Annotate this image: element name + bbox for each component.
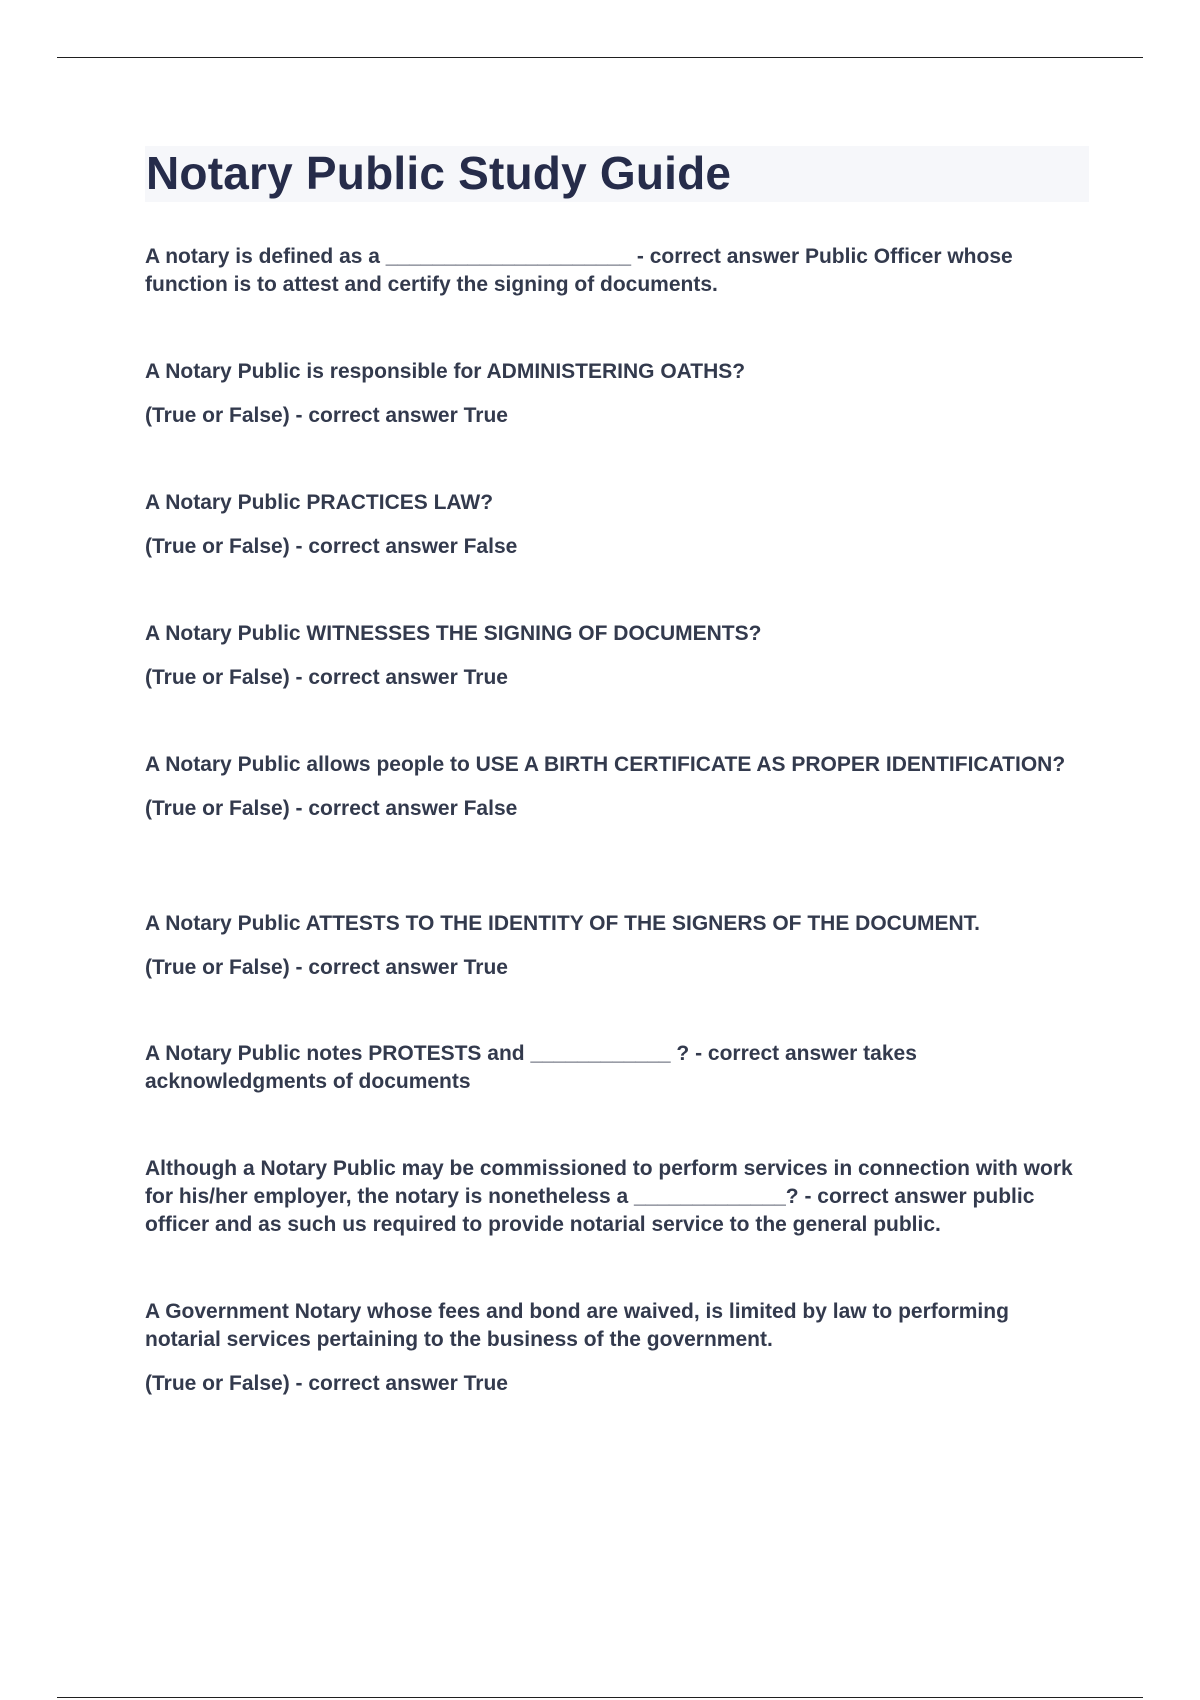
- page-title: Notary Public Study Guide: [146, 147, 732, 199]
- qa-item-2: [145, 358, 1090, 430]
- qa-item-6: [145, 910, 1090, 982]
- qa-item-3: [145, 489, 1090, 561]
- qa-item-1: [145, 243, 1090, 299]
- qa-item-7: [145, 1040, 1090, 1096]
- answer-text: (True or False) - correct answer True: [145, 404, 508, 427]
- question-text: Although a Notary Public may be commissioned to perform services in connection with work for his/her employer, the notary is nonetheless a _____________? - correct answer public officer and as such us required to provide notarial service to the general public.: [145, 1157, 1073, 1236]
- answer-text: (True or False) - correct answer True: [145, 1372, 508, 1395]
- qa-item-5: [145, 751, 1090, 823]
- question-text: A Notary Public ATTESTS TO THE IDENTITY OF THE SIGNERS OF THE DOCUMENT.: [145, 912, 981, 935]
- question-text: A Notary Public PRACTICES LAW?: [145, 491, 494, 514]
- question-text: A Notary Public is responsible for ADMINISTERING OATHS?: [145, 360, 746, 383]
- question-text: A Government Notary whose fees and bond are waived, is limited by law to performing notarial services pertaining to the business of the government.: [145, 1300, 1009, 1351]
- qa-item-4: [145, 620, 1090, 692]
- question-text: A Notary Public WITNESSES THE SIGNING OF DOCUMENTS?: [145, 622, 762, 645]
- top-rule: [57, 57, 1143, 58]
- answer-text: (True or False) - correct answer False: [145, 797, 518, 820]
- qa-item-9: [145, 1298, 1090, 1398]
- qa-item-8: [145, 1155, 1090, 1239]
- answer-text: (True or False) - correct answer False: [145, 535, 518, 558]
- question-text: A Notary Public notes PROTESTS and ____________ ? - correct answer takes acknowledgments of documents: [145, 1042, 917, 1093]
- question-text: A notary is defined as a _____________________ - correct answer Public Officer whose function is to attest and certify the signing of documents.: [145, 245, 1013, 296]
- answer-text: (True or False) - correct answer True: [145, 666, 508, 689]
- question-text: A Notary Public allows people to USE A BIRTH CERTIFICATE AS PROPER IDENTIFICATION?: [145, 753, 1066, 776]
- bottom-rule: [57, 1697, 1143, 1698]
- answer-text: (True or False) - correct answer True: [145, 956, 508, 979]
